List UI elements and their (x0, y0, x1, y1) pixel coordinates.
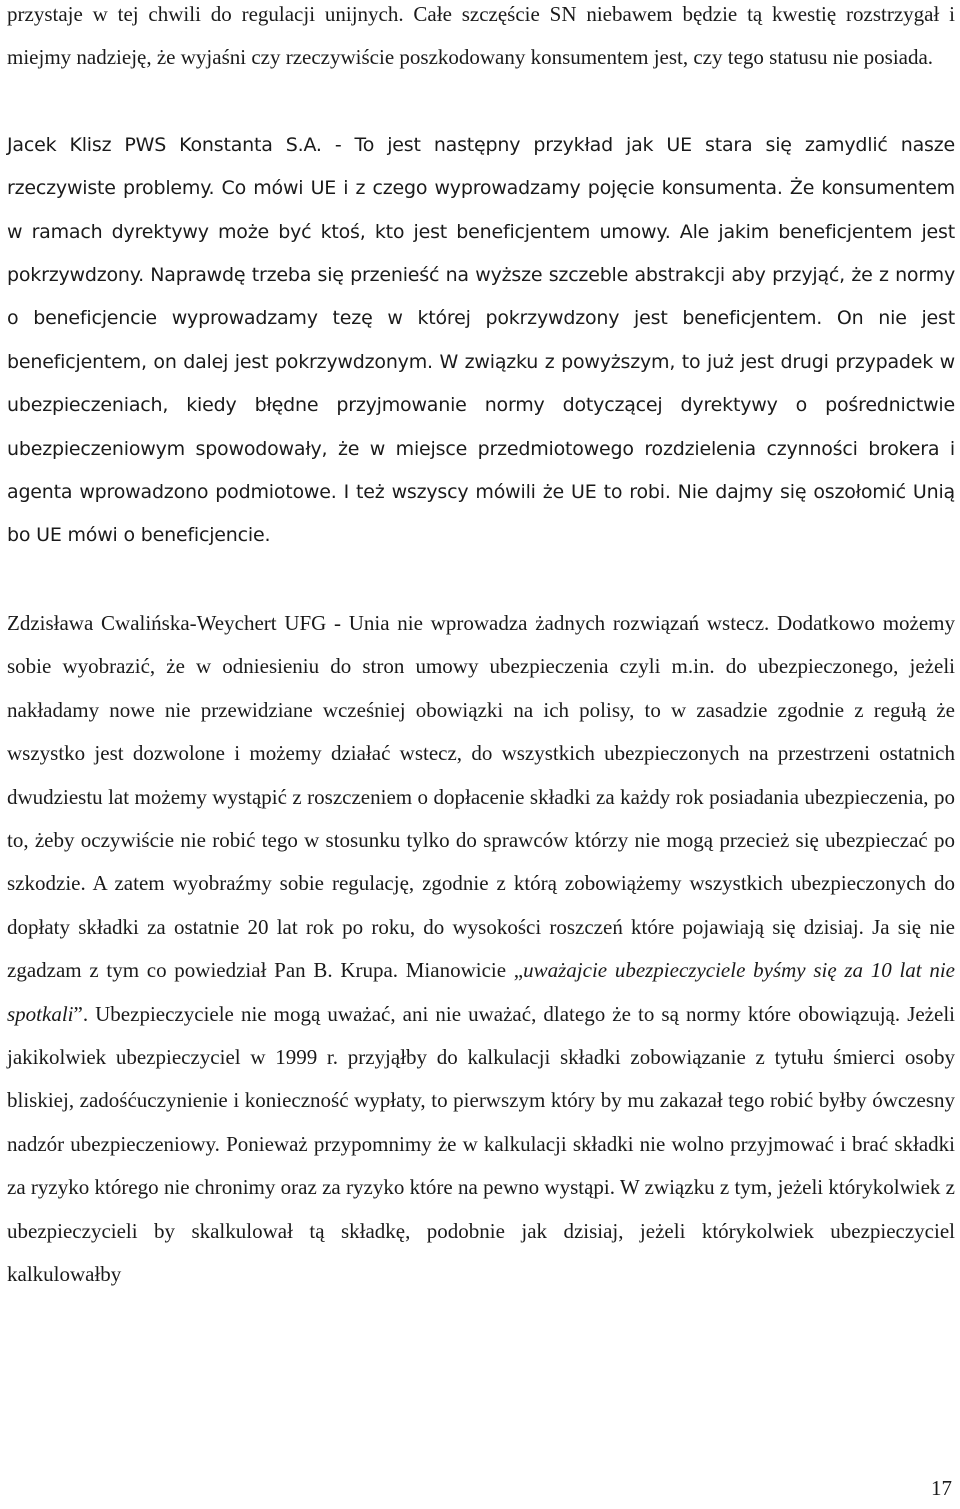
paragraph-3-quote: uważajcie ubezpieczyciele byśmy się za 10 lat nie spotkali (7, 958, 956, 1026)
document-body (7, 0, 955, 1296)
paragraph-3-text-before: Zdzisława Cwalińska-Weychert UFG - Unia nie wprowadza żadnych rozwiązań wstecz. Dodatkowo możemy sobie wyobrazić, że w odniesieniu do stron umowy ubezpieczenia czyli m.in. do ubezpieczonego, jeżeli nakładamy nowe nie przewidziane wcześniej obowiązki na ich polisy, to w zasadzie zgodnie z regułą że wszystko jest dozwolone i możemy działać wstecz, do wszystkich ubezpieczonych na przestrzeni ostatnich dwudziestu lat możemy wystąpić z roszczeniem o dopłacenie składki za każdy rok posiadania ubezpieczenia, po to, żeby oczywiście nie robić tego w stosunku tylko do sprawców którzy nie mogą przecież się ubezpieczać po szkodzie. A zatem wyobraźmy sobie regulację, zgodnie z którą zobowiążemy wszystkich ubezpieczonych do dopłaty składki za ostatnie 20 lat rok po roku, do wysokości roszczeń które pojawiają się dzisiaj. Ja się nie zgadzam z tym co powiedział Pan B. Krupa. Mianowicie „ (7, 610, 955, 983)
paragraph-3-text-after: ”. Ubezpieczyciele nie mogą uważać, ani nie uważać, dlatego że to są normy które obowiązują. Jeżeli jakikolwiek ubezpieczyciel w 1999 r. przyjąłby do kalkulacji składki zobowiązanie z tytułu śmierci osoby bliskiej, zadośćuczynienie i konieczność wypłaty, to pierwszym który by mu zakazał tego robić byłby ówczesny nadzór ubezpieczeniowy. Ponieważ przypomnimy że w kalkulacji składki nie wolno przyjmować i brać składki za ryzyko którego nie chronimy oraz za ryzyko które na pewno wystąpi. W związku z tym, jeżeli którykolwiek z ubezpieczycieli by skalkulował tą składkę, podobnie jak dzisiaj, jeżeli którykolwiek ubezpieczyciel kalkulowałby (7, 1001, 955, 1286)
paragraph-spacer (7, 80, 955, 124)
paragraph-2-klisz: Jacek Klisz PWS Konstanta S.A. - To jest następny przykład jak UE stara się zamydlić nasze rzeczywiste problemy. Co mówi UE i z czego wyprowadzamy pojęcie konsumenta. Że konsumentem w ramach dyrektywy może być ktoś, kto jest beneficjentem umowy. Ale jakim beneficjentem jest pokrzywdzony. Naprawdę trzeba się przenieść na wyższe szczeble abstrakcji aby przyjąć, że z normy o beneficjencie wyprowadzamy tezę w której pokrzywdzony jest beneficjentem. On nie jest beneficjentem, on dalej jest pokrzywdzonym. W związku z powyższym, to już jest drugi przypadek w ubezpieczeniach, kiedy błędne przyjmowanie normy dotyczącej dyrektywy o pośrednictwie ubezpieczeniowym spowodowały, że w miejsce przedmiotowego rozdzielenia czynności brokera i agenta wprowadzono podmiotowe. I też wszyscy mówili że UE to robi. Nie dajmy się oszołomić Unią bo UE mówi o beneficjencie. (7, 133, 955, 547)
paragraph-1: przystaje w tej chwili do regulacji unijnych. Całe szczęście SN niebawem będzie tą kwestię rozstrzygał i miejmy nadzieję, że wyjaśni czy rzeczywiście poszkodowany konsumentem jest, czy tego statusu nie posiada. (7, 2, 955, 70)
page-number: 17 (931, 1476, 952, 1500)
paragraph-spacer (7, 558, 955, 602)
paragraph-3-cwalinska (7, 602, 955, 1297)
